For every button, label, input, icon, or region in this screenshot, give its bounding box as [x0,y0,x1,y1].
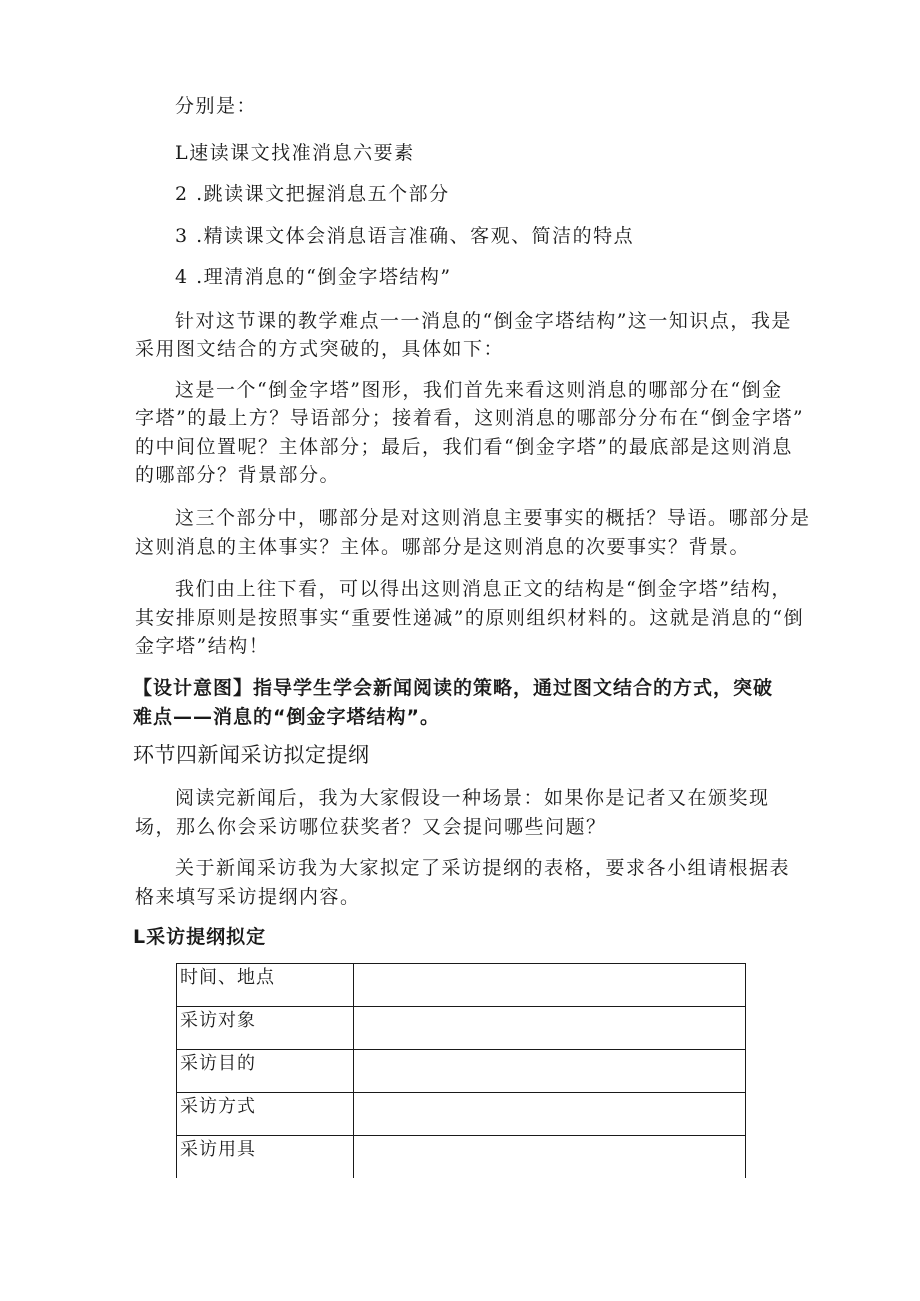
paragraph-line: 的哪部分？背景部分。 [135,464,341,486]
paragraph-line: 其安排原则是按照事实“重要性递减”的原则组织材料的。这就是消息的“倒 [135,607,805,629]
paragraph-line: 我们由上往下看，可以得出这则消息正文的结构是“倒金字塔”结构， [175,578,792,600]
paragraph-line: 格来填写采访提纲内容。 [135,886,361,908]
paragraph-line: 采用图文结合的方式突破的，具体如下： [135,338,505,360]
table-row [177,1136,746,1179]
step-item: L速读课文找准消息六要素 [175,142,415,164]
paragraph-line: 这是一个“倒金字塔”图形，我们首先来看这则消息的哪部分在“倒金 [175,379,783,401]
row-value-cell[interactable] [354,964,746,1007]
table-title: L采访提纲拟定 [133,926,267,948]
row-label: 采访用具 [177,1136,354,1179]
row-label: 采访方式 [177,1093,354,1136]
row-value-cell[interactable] [354,1007,746,1050]
row-value-cell[interactable] [354,1050,746,1093]
paragraph-line: 的中间位置呢？主体部分；最后，我们看“倒金字塔”的最底部是这则消息 [135,436,793,458]
paragraph-line: 场，那么你会采访哪位获奖者？又会提问哪些问题？ [135,816,607,838]
paragraph-line: 关于新闻采访我为大家拟定了采访提纲的表格，要求各小组请根据表 [175,857,791,879]
paragraph-line: 金字塔”结构！ [135,635,270,657]
paragraph-line: 针对这节课的教学难点一一消息的“倒金字塔结构”这一知识点，我是 [175,310,792,332]
paragraph-line: 阅读完新闻后，我为大家假设一种场景：如果你是记者又在颁奖现 [175,787,770,809]
table-row [177,1050,746,1093]
interview-outline-table [176,963,746,1178]
row-label: 采访目的 [177,1050,354,1093]
row-value-cell[interactable] [354,1093,746,1136]
table-row [177,1007,746,1050]
design-intent-line: 【设计意图】指导学生学会新闻阅读的策略，通过图文结合的方式，突破 [133,677,774,699]
intro-text: 分别是： [175,95,258,117]
design-intent-line: 难点——消息的“倒金字塔结构”。 [133,706,440,728]
table-row [177,1093,746,1136]
step-item: 2 .跳读课文把握消息五个部分 [175,183,450,205]
row-label: 时间、地点 [177,964,354,1007]
step-item: 3 .精读课文体会消息语言准确、客观、简洁的特点 [175,225,635,247]
section-heading: 环节四新闻采访拟定提纲 [133,743,370,767]
paragraph-line: 字塔”的最上方？导语部分；接着看，这则消息的哪部分分布在“倒金字塔” [135,407,805,429]
paragraph-line: 这三个部分中，哪部分是对这则消息主要事实的概括？导语。哪部分是 [175,507,811,529]
paragraph-line: 这则消息的主体事实？主体。哪部分是这则消息的次要事实？背景。 [135,536,751,558]
row-label: 采访对象 [177,1007,354,1050]
step-item: 4 .理清消息的“倒金字塔结构” [175,266,452,288]
row-value-cell[interactable] [354,1136,746,1179]
table-row [177,964,746,1007]
